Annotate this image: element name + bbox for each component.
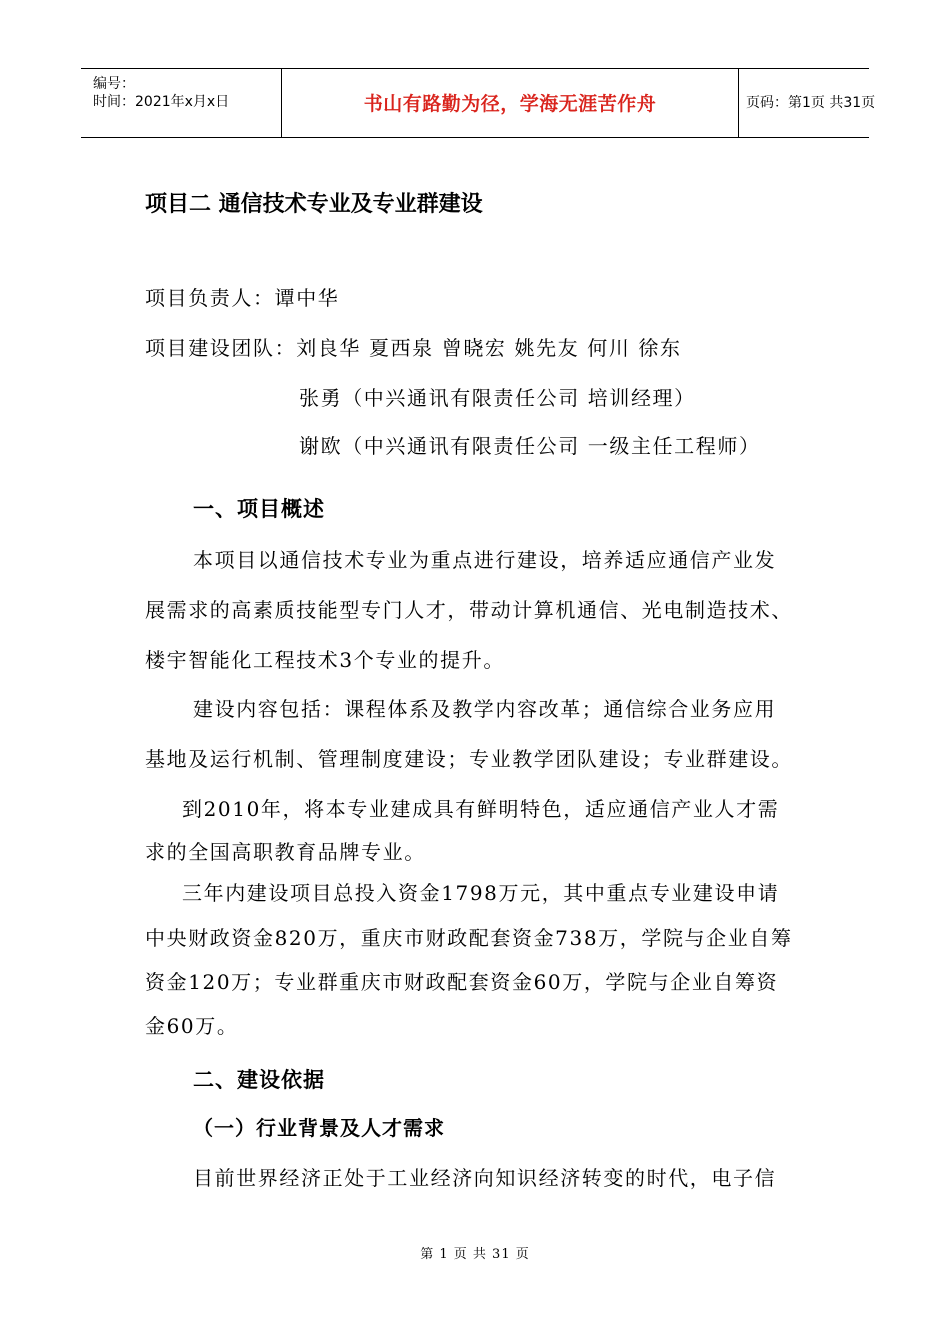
header-motto-cell bbox=[281, 69, 739, 137]
serial-label: 编号： bbox=[93, 76, 135, 92]
paragraph-line: 求的全国高职教育品牌专业。 bbox=[145, 840, 426, 864]
paragraph-line: 本项目以通信技术专业为重点进行建设，培养适应通信产业发 bbox=[193, 548, 777, 572]
document-header bbox=[81, 68, 876, 138]
paragraph-line: 资金120万；专业群重庆市财政配套资金60万，学院与企业自筹资 bbox=[145, 970, 779, 994]
paragraph-line: 到2010年，将本专业建成具有鲜明特色，适应通信产业人才需 bbox=[182, 797, 780, 821]
paragraph-line: 基地及运行机制、管理制度建设；专业教学团队建设；专业群建设。 bbox=[145, 747, 793, 771]
team-line-2: 张勇（中兴通讯有限责任公司 培训经理） bbox=[299, 386, 696, 410]
header-meta-cell bbox=[81, 69, 281, 137]
header-page-cell bbox=[738, 69, 876, 137]
paragraph-line: 目前世界经济正处于工业经济向知识经济转变的时代，电子信 bbox=[193, 1166, 777, 1190]
paragraph-line: 展需求的高素质技能型专门人才，带动计算机通信、光电制造技术、 bbox=[145, 598, 793, 622]
section2-heading: 二、建设依据 bbox=[193, 1068, 325, 1092]
team-line-3: 谢欧（中兴通讯有限责任公司 一级主任工程师） bbox=[299, 434, 761, 458]
section2-subheading: （一）行业背景及人才需求 bbox=[193, 1116, 445, 1140]
motto: 书山有路勤为径，学海无涯苦作舟 bbox=[363, 93, 657, 115]
page-title: 项目二 通信技术专业及专业群建设 bbox=[145, 192, 483, 217]
project-leader: 项目负责人：谭中华 bbox=[145, 286, 340, 310]
team-line-1: 项目建设团队：刘良华 夏西泉 曾晓宏 姚先友 何川 徐东 bbox=[145, 336, 682, 360]
paragraph-line: 三年内建设项目总投入资金1798万元，其中重点专业建设申请 bbox=[182, 881, 780, 905]
page-info: 页码：第1页 共31页 bbox=[746, 95, 876, 111]
section1-heading: 一、项目概述 bbox=[193, 497, 325, 521]
page-footer: 第 1 页 共 31 页 bbox=[420, 1247, 530, 1262]
paragraph-line: 建设内容包括：课程体系及教学内容改革；通信综合业务应用 bbox=[193, 697, 777, 721]
date-line: 时间：2021年x月x日 bbox=[93, 94, 230, 110]
paragraph-line: 金60万。 bbox=[145, 1014, 239, 1038]
paragraph-line: 中央财政资金820万，重庆市财政配套资金738万，学院与企业自筹 bbox=[145, 926, 793, 950]
paragraph-line: 楼宇智能化工程技术3个专业的提升。 bbox=[145, 648, 505, 672]
